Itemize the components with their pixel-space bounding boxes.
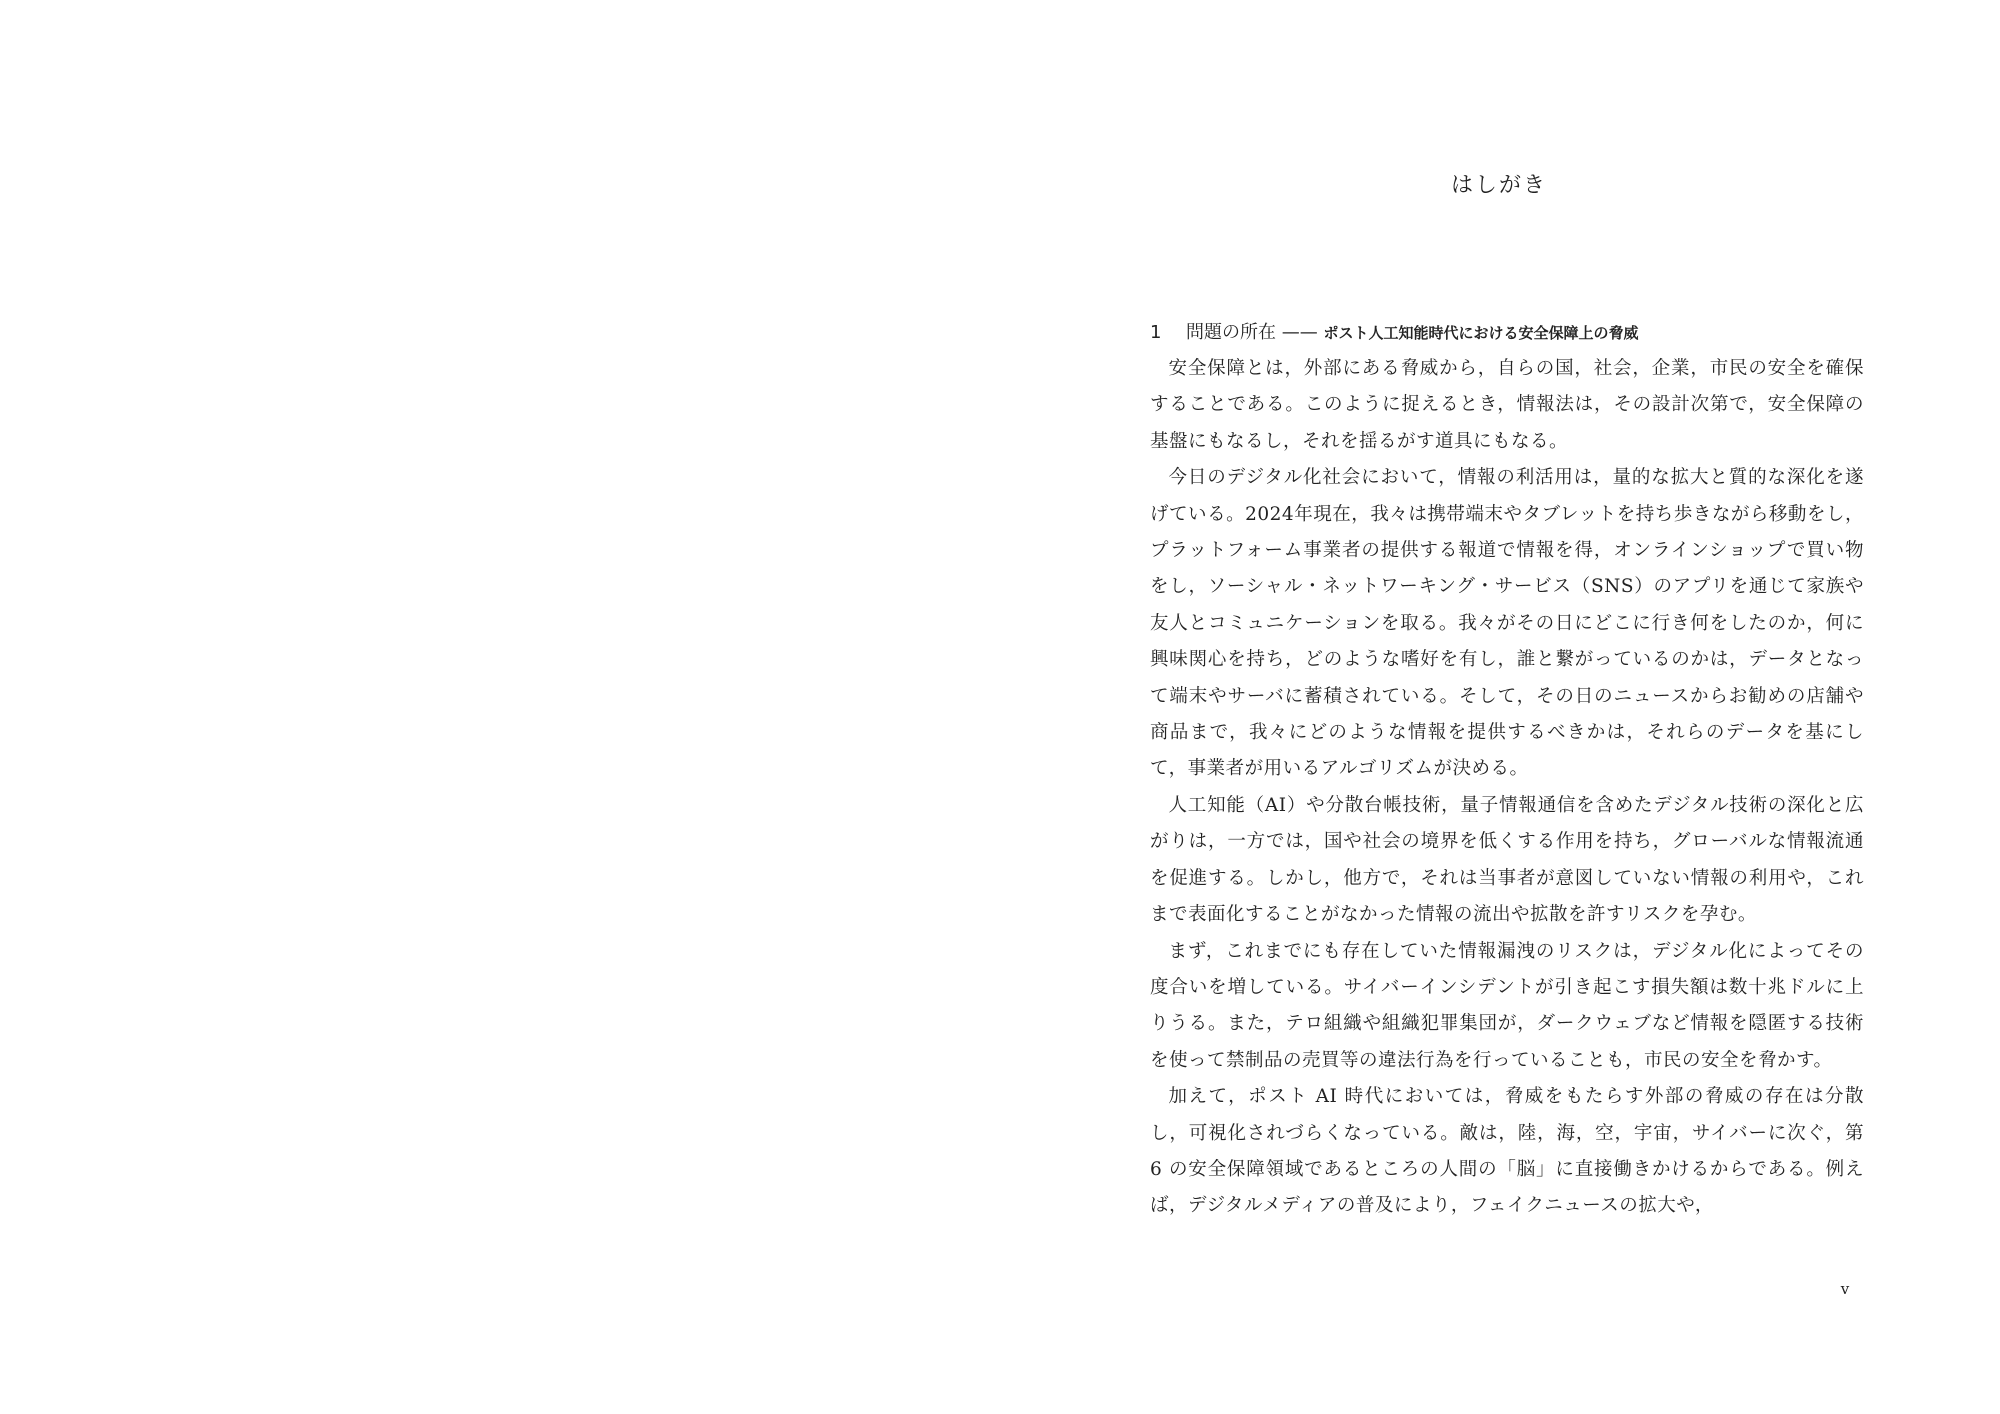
paragraph: 安全保障とは，外部にある脅威から，自らの国，社会，企業，市民の安全を確保することである。このように捉えるとき，情報法は，その設計次第で，安全保障の基盤にもなるし，それを揺るがす道具にもなる。 [1150,358,1864,452]
paragraph: 加えて，ポスト AI 時代においては，脅威をもたらす外部の脅威の存在は分散し，可視化されづらくなっている。敵は，陸，海，空，宇宙，サイバーに次ぐ，第 6 の安全保障領域であるところの人間の「脳」に直接働きかけるからである。例えば，デジタルメディアの普及により，フェイクニュースの拡大や， [1150,1086,1864,1217]
section-heading [1150,318,1870,344]
page-title-area [1140,168,1858,199]
section-subtitle: ポスト人工知能時代における安全保障上の脅威 [1323,324,1639,342]
paragraph: 今日のデジタル化社会において，情報の利活用は，量的な拡大と質的な深化を遂げている。2024年現在，我々は携帯端末やタブレットを持ち歩きながら移動をし，プラットフォーム事業者の提供する報道で情報を得，オンラインショップで買い物をし，ソーシャル・ネットワーキング・サービス（SNS）のアプリを通じて家族や友人とコミュニケーションを取る。我々がその日にどこに行き何をしたのか，何に興味関心を持ち，どのような嗜好を有し，誰と繋がっているのかは，データとなって端末やサーバに蓄積されている。そして，その日のニュースからお勧めの店舗や商品まで，我々にどのような情報を提供するべきかは，それらのデータを基にして，事業者が用いるアルゴリズムが決める。 [1150,467,1864,780]
page-number: v [1840,1280,1850,1298]
section-title: 問題の所在 —— [1186,322,1324,343]
page-title: はしがき [1450,173,1547,198]
body-text [1150,351,1864,1225]
paragraph: まず，これまでにも存在していた情報漏洩のリスクは，デジタル化によってその度合いを増している。サイバーインシデントが引き起こす損失額は数十兆ドルに上りうる。また，テロ組織や組織犯罪集団が，ダークウェブなど情報を隠匿する技術を使って禁制品の売買等の違法行為を行っていることも，市民の安全を脅かす。 [1150,940,1864,1071]
paragraph: 人工知能（AI）や分散台帳技術，量子情報通信を含めたデジタル技術の深化と広がりは，一方では，国や社会の境界を低くする作用を持ち，グローバルな情報流通を促進する。しかし，他方で，それは当事者が意図していない情報の利用や，これまで表面化することがなかった情報の流出や拡散を許すリスクを孕む。 [1150,794,1864,926]
section-number: 1 [1150,322,1162,343]
right-page [1000,0,2000,1414]
